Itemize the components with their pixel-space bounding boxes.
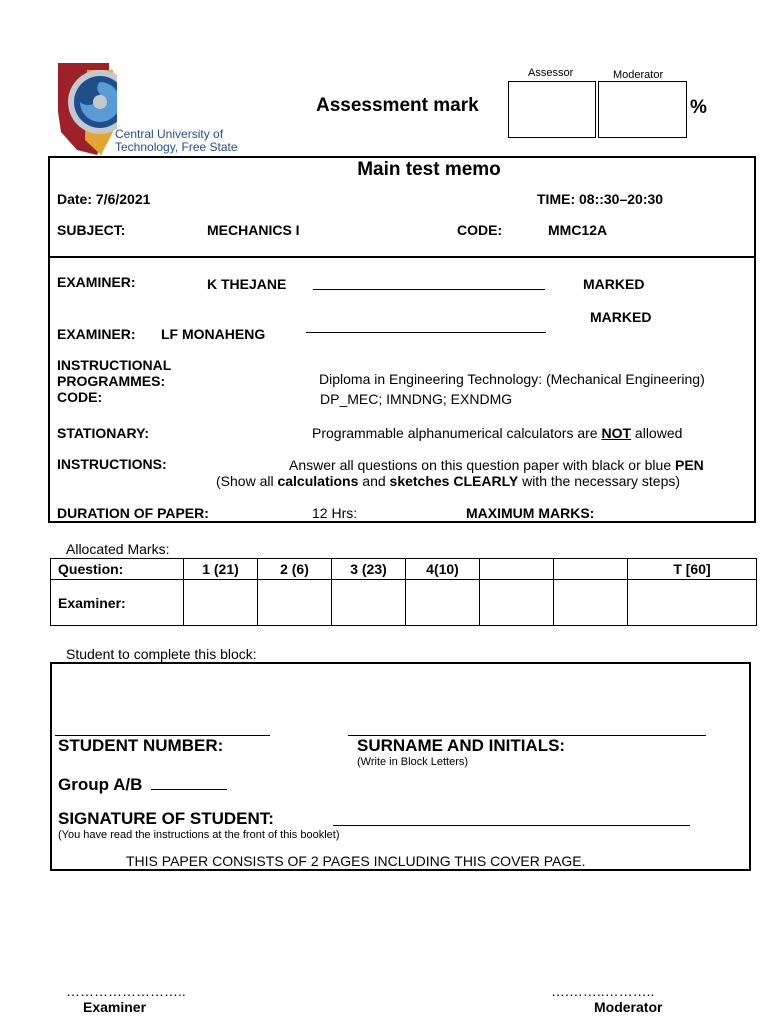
cut-shield-icon [57, 62, 117, 155]
examiner-1-signature-line[interactable] [313, 289, 545, 290]
examiner-1-name: K THEJANE [207, 276, 287, 292]
student-block-caption: Student to complete this block: [66, 646, 257, 662]
stationary-label: STATIONARY: [57, 425, 150, 441]
table-row [51, 580, 757, 626]
stationary-text: Programmable alphanumerical calculators are NOT allowed [312, 425, 683, 441]
mark-entry-cell[interactable] [258, 580, 332, 626]
instructions-line-1: Answer all questions on this question paper with black or blue PEN [289, 457, 704, 473]
examiner-row-label: Examiner: [51, 580, 184, 626]
moderator-dots: ….……..……….. [551, 983, 655, 999]
page-title: Main test memo [357, 159, 501, 180]
moderator-mark-box[interactable] [598, 81, 687, 138]
moderator-label: Moderator [613, 69, 664, 81]
subject-value: MECHANICS I [207, 222, 300, 238]
code-label: CODE: [457, 222, 503, 238]
mark-entry-cell[interactable] [332, 580, 406, 626]
mark-entry-cell[interactable] [480, 580, 554, 626]
pages-note: THIS PAPER CONSISTS OF 2 PAGES INCLUDING THIS COVER PAGE. [126, 853, 586, 869]
table-row [51, 559, 757, 580]
programme-name: Diploma in Engineering Technology: (Mechanical Engineering) [319, 371, 705, 387]
question-2-cell: 2 (6) [258, 559, 332, 580]
question-5-cell [480, 559, 554, 580]
footer-examiner-label: Examiner [83, 999, 147, 1015]
duration-label: DURATION OF PAPER: [57, 505, 209, 521]
signature-note: (You have read the instructions at the front of this booklet) [58, 829, 340, 841]
marks-table [50, 558, 757, 626]
code-value: MMC12A [548, 222, 608, 238]
percent-sign: % [690, 97, 707, 118]
instructions-line-2: (Show all calculations and sketches CLEARLY with the necessary steps) [216, 473, 681, 489]
footer-moderator-label: Moderator [594, 999, 663, 1015]
question-header-cell: Question: [51, 559, 184, 580]
programmes-label: INSTRUCTIONAL PROGRAMMES: CODE: [57, 357, 172, 405]
mark-entry-cell[interactable] [554, 580, 628, 626]
assessor-label: Assessor [528, 67, 574, 79]
examiner-2-signature-line[interactable] [306, 332, 546, 333]
date-field: Date: 7/6/2021 [57, 191, 151, 207]
signature-label: SIGNATURE OF STUDENT: [58, 809, 274, 828]
marked-1-label: MARKED [583, 276, 645, 292]
group-label: Group A/B [58, 775, 143, 794]
examiner-label: EXAMINER: [57, 274, 136, 290]
mark-entry-cell[interactable] [406, 580, 480, 626]
question-1-cell: 1 (21) [184, 559, 258, 580]
allocated-marks-caption: Allocated Marks: [66, 541, 170, 557]
logo-line-1: Central University of [115, 127, 224, 141]
examiner-2-name: LF MONAHENG [161, 326, 266, 342]
signature-line[interactable] [333, 825, 690, 826]
assessment-mark-label: Assessment mark [316, 95, 479, 116]
instructions-label: INSTRUCTIONS: [57, 456, 167, 472]
assessor-mark-box[interactable] [508, 81, 596, 138]
mark-entry-cell[interactable] [184, 580, 258, 626]
logo-line-2: Technology, Free State [115, 140, 238, 154]
question-4-cell: 4(10) [406, 559, 480, 580]
cut-logo [57, 62, 247, 157]
marked-2-label: MARKED [590, 309, 652, 325]
total-cell: T [60] [628, 559, 757, 580]
question-6-cell [554, 559, 628, 580]
question-3-cell: 3 (23) [332, 559, 406, 580]
mark-entry-cell[interactable] [628, 580, 757, 626]
max-marks-label: MAXIMUM MARKS: [466, 505, 595, 521]
time-field: TIME: 08::30–20:30 [537, 191, 664, 207]
student-number-label: STUDENT NUMBER: [58, 736, 224, 755]
group-line[interactable] [151, 789, 227, 790]
surname-note: (Write in Block Letters) [357, 756, 469, 768]
duration-value: 12 Hrs: [312, 505, 358, 521]
programme-codes: DP_MEC; IMNDNG; EXNDMG [320, 391, 513, 407]
examiner-dots: …………………….. [66, 983, 186, 999]
examiner-2-label: EXAMINER: [57, 326, 136, 342]
subject-label: SUBJECT: [57, 222, 126, 238]
surname-label: SURNAME AND INITIALS: [357, 736, 566, 755]
